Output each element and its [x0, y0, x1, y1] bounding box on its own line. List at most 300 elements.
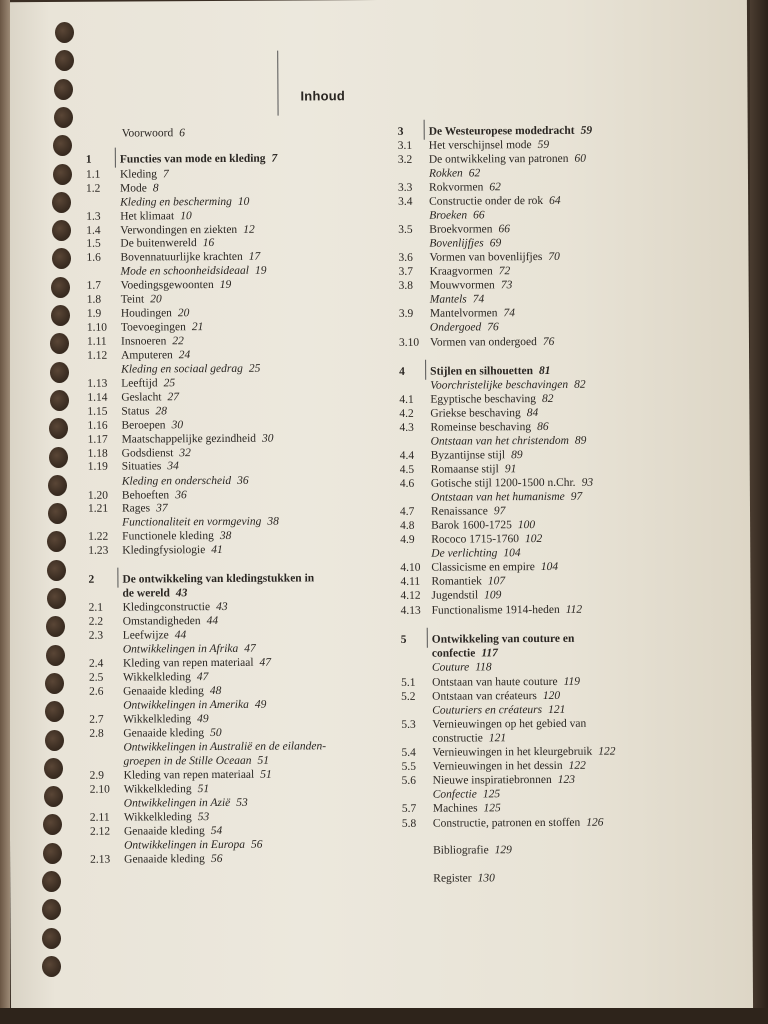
toc-title: Byzantijnse stijl	[430, 449, 506, 462]
toc-number: 1.9	[86, 307, 102, 320]
toc-page-number: 56	[250, 838, 263, 851]
toc-title: Wikkelkleding	[123, 713, 192, 726]
toc-page-number: 66	[473, 209, 485, 222]
toc-page-number: 122	[598, 745, 616, 758]
binding-hole	[51, 277, 70, 298]
toc-page-number: 112	[565, 603, 583, 616]
toc-number: 2.1	[88, 601, 104, 614]
toc-page-number: 76	[487, 321, 499, 334]
toc-number: 5.6	[401, 774, 417, 787]
chapter-rule	[424, 120, 425, 140]
toc-number: 2.11	[89, 811, 110, 824]
toc-number: 3.5	[398, 223, 413, 236]
toc-number: 1.21	[87, 502, 109, 515]
toc-title: Constructie, patronen en stoffen	[432, 816, 581, 830]
toc-title: Behoeften	[121, 489, 170, 502]
toc-number: 4.12	[400, 589, 421, 602]
toc-number: 1.6	[86, 251, 101, 264]
toc-page-number: 44	[174, 629, 187, 642]
toc-number: 1.15	[87, 405, 108, 418]
binding-hole	[55, 50, 74, 71]
toc-title: Toevoegingen	[120, 321, 186, 334]
toc-page-number: 51	[197, 783, 210, 796]
binding-hole	[54, 79, 73, 100]
table-surface	[0, 1008, 768, 1024]
toc-title: Vernieuwingen op het gebied van	[432, 717, 587, 731]
toc-page-number: 47	[196, 671, 209, 684]
toc-entry	[9, 642, 349, 656]
toc-page-number: 82	[574, 378, 586, 391]
toc-page-number: 10	[237, 195, 250, 208]
toc-title: Voorchristelijke beschavingen	[430, 378, 569, 392]
toc-page-number: 74	[472, 293, 485, 306]
toc-page-number: 60	[574, 152, 586, 165]
toc-title: groepen in de Stille Oceaan	[123, 754, 252, 768]
toc-number: 3	[397, 125, 404, 138]
toc-page-number: 125	[483, 802, 501, 815]
toc-title: Ontwikkelingen in Azië	[123, 796, 231, 810]
toc-page-number: 24	[178, 349, 191, 362]
toc-title: Genaaide kleding	[123, 727, 205, 740]
binding-hole	[42, 928, 61, 949]
toc-page-number: 97	[570, 490, 583, 503]
toc-page-number: 62	[489, 181, 501, 194]
book-page	[5, 0, 753, 1022]
toc-number: 2.4	[88, 657, 104, 670]
page-title: Inhoud	[300, 88, 346, 104]
toc-page-number: 130	[477, 872, 495, 885]
toc-entry	[392, 843, 732, 857]
toc-page-number: 97	[493, 505, 506, 518]
toc-number: 2.5	[88, 671, 104, 684]
toc-number: 2.8	[89, 727, 104, 740]
toc-page-number: 37	[156, 502, 168, 515]
toc-number: 3.3	[397, 181, 413, 194]
toc-page-number: 100	[517, 519, 536, 532]
binding-hole	[48, 475, 67, 496]
binding-hole	[51, 305, 70, 326]
toc-title: Couturiers en créateurs	[432, 704, 543, 717]
toc-title: Couture	[431, 661, 470, 674]
toc-page-number: 122	[568, 759, 586, 772]
toc-number: 3.7	[398, 265, 413, 278]
toc-page-number: 69	[489, 237, 502, 250]
toc-title: Rococo 1715-1760	[431, 533, 520, 546]
toc-title: Wikkelkleding	[123, 811, 192, 824]
toc-number: 1.23	[88, 544, 109, 557]
toc-number: 2.12	[89, 825, 111, 838]
toc-number: 1.8	[86, 293, 102, 306]
toc-page-number: 109	[484, 589, 502, 602]
toc-number: 4.3	[399, 421, 414, 434]
toc-entry-2-8	[9, 726, 349, 740]
toc-page-number: 44	[206, 614, 219, 628]
toc-entry-2-2	[9, 614, 349, 628]
binding-hole	[44, 758, 63, 779]
toc-page-number: 59	[580, 124, 593, 137]
toc-page-number: 125	[482, 788, 501, 801]
toc-number: 2.2	[88, 615, 104, 628]
toc-number: 5.3	[401, 718, 416, 731]
toc-title: Ontstaan van het humanisme	[430, 490, 565, 504]
toc-page-number: 19	[219, 278, 232, 291]
toc-page-number: 51	[260, 768, 272, 781]
toc-number: 5	[400, 633, 407, 646]
toc-number: 5.1	[401, 676, 416, 689]
chapter-rule	[115, 148, 116, 168]
toc-title: De ontwikkeling van kledingstukken in	[122, 572, 315, 586]
toc-title: Vernieuwingen in het dessin	[432, 759, 563, 773]
toc-title: Jugendstil	[431, 589, 479, 602]
toc-title: Geslacht	[121, 391, 162, 404]
toc-title: Ontwikkelingen in Afrika	[122, 642, 239, 656]
toc-title: Teint	[120, 293, 145, 306]
toc-page-number: 56	[210, 852, 223, 866]
toc-title: Rokken	[428, 167, 463, 180]
toc-number: 2.13	[90, 853, 111, 866]
toc-entry-3	[388, 124, 728, 138]
toc-page-number: 62	[468, 167, 481, 180]
toc-title: Machines	[432, 802, 478, 815]
toc-title: Amputeren	[121, 349, 173, 362]
toc-number: 4.11	[400, 575, 421, 588]
toc-number: 1.7	[86, 279, 102, 292]
toc-title: Broekvormen	[429, 223, 493, 236]
toc-page-number: 32	[179, 447, 191, 460]
toc-entry-5	[391, 632, 731, 646]
toc-page-number: 21	[191, 321, 204, 334]
toc-page-number: 47	[244, 642, 256, 655]
toc-title: confectie	[431, 647, 476, 660]
toc-title: De ontwikkeling van patronen	[428, 152, 569, 166]
toc-page-number: 25	[248, 362, 261, 375]
toc-number: 4.2	[399, 407, 414, 420]
toc-number: 3.6	[398, 251, 413, 264]
toc-page-number: 38	[219, 529, 232, 542]
toc-title: Ontwikkelingen in Europa	[124, 838, 246, 852]
toc-title: Verwondingen en ziekten	[120, 223, 238, 237]
toc-title: Kleding en bescherming	[120, 195, 232, 209]
toc-entry-3-10	[389, 335, 729, 349]
toc-number: 2.9	[89, 769, 105, 782]
toc-number: 4.7	[399, 505, 415, 518]
toc-title: Kraagvormen	[429, 265, 493, 278]
toc-page-number: 126	[586, 816, 604, 829]
toc-number: 1.18	[87, 447, 108, 460]
binding-hole	[52, 248, 71, 269]
toc-page-number: 43	[175, 587, 188, 600]
toc-number: 1.16	[87, 419, 108, 432]
toc-number: 1.4	[86, 224, 101, 237]
toc-page-number: 104	[503, 547, 521, 560]
binding-hole	[55, 22, 74, 43]
toc-title: Romeinse beschaving	[430, 421, 532, 434]
toc-number: 5.4	[401, 746, 416, 759]
toc-title: Barok 1600-1725	[431, 519, 512, 532]
toc-title: Vernieuwingen in het kleurgebruik	[432, 745, 593, 759]
toc-page-number: 89	[511, 449, 523, 462]
toc-page-number: 123	[557, 773, 576, 786]
toc-title: de wereld	[122, 587, 170, 600]
toc-title: Functies van mode en kleding	[119, 152, 266, 166]
toc-title: Bovennatuurlijke krachten	[120, 250, 243, 264]
toc-title: Kleding en sociaal gedrag	[121, 362, 243, 376]
chapter-rule	[425, 360, 426, 380]
toc-page-number: 51	[257, 754, 270, 767]
toc-title: Houdingen	[120, 307, 172, 320]
toc-title: De Westeuropese modedracht	[428, 124, 575, 138]
toc-title: Kleding en onderscheid	[121, 474, 232, 488]
toc-title: Godsdienst	[121, 447, 174, 460]
toc-page-number: 120	[542, 689, 561, 703]
toc-page-number: 17	[248, 250, 261, 263]
toc-number: 4.6	[399, 477, 415, 490]
toc-page-number: 64	[549, 194, 561, 207]
toc-page-number: 66	[498, 223, 511, 236]
binding-hole	[45, 730, 64, 751]
toc-number: 4.13	[400, 604, 421, 617]
toc-entry-2-10	[10, 782, 350, 796]
toc-page-number: 54	[210, 824, 223, 838]
toc-page-number: 34	[167, 460, 179, 473]
toc-title: Het klimaat	[120, 210, 175, 223]
toc-title: Ontstaan van créateurs	[432, 690, 537, 703]
toc-entry-5-1	[391, 675, 731, 689]
toc-number: 5.5	[401, 760, 416, 773]
toc-page-number: 47	[259, 656, 272, 669]
toc-title: Voedingsgewoonten	[120, 279, 214, 292]
toc-number: 1.5	[86, 237, 101, 250]
toc-page-number: 36	[237, 474, 249, 487]
toc-page-number: 20	[150, 293, 162, 306]
toc-title: Genaaide kleding	[123, 685, 204, 698]
toc-number: 1	[85, 153, 92, 166]
toc-page-number: 121	[488, 732, 507, 745]
toc-title: Romaanse stijl	[430, 463, 499, 476]
page-edge	[0, 0, 10, 1024]
toc-page-number: 49	[254, 698, 267, 711]
binding-hole	[48, 503, 67, 524]
toc-page-number: 86	[537, 420, 549, 434]
toc-page-number: 53	[236, 796, 248, 809]
toc-title: Bibliografie	[433, 844, 489, 857]
toc-page-number: 10	[180, 210, 192, 223]
toc-number: 3.9	[398, 307, 414, 320]
toc-page-number: 82	[542, 392, 554, 406]
toc-entry-5-8	[392, 816, 732, 830]
toc-title: Ontstaan van het christendom	[430, 434, 569, 448]
toc-page-number: 30	[171, 419, 184, 432]
toc-title: Functionele kleding	[122, 530, 214, 543]
toc-page-number: 7	[162, 168, 169, 181]
toc-number: 3.1	[397, 139, 413, 152]
toc-page-number: 89	[574, 434, 587, 447]
binding-hole	[43, 843, 62, 864]
toc-entry-2-11	[10, 810, 350, 824]
toc-page-number: 59	[537, 138, 550, 152]
chapter-rule	[117, 568, 118, 588]
toc-title: Ontwikkelingen in Amerika	[123, 698, 249, 712]
toc-number: 5.8	[401, 817, 417, 830]
toc-number: 2.7	[89, 713, 104, 726]
toc-page-number: 27	[167, 391, 180, 404]
binding-hole	[50, 390, 69, 411]
toc-number: 1.22	[88, 530, 109, 543]
toc-page-number: 70	[548, 250, 560, 263]
toc-number: 4.10	[400, 561, 421, 574]
toc-title: Wikkelkleding	[123, 783, 192, 796]
toc-title: constructie	[432, 732, 483, 745]
toc-page-number: 93	[581, 476, 594, 489]
toc-page-number: 84	[526, 407, 539, 420]
toc-page-number: 119	[563, 675, 580, 688]
toc-title: Mantelvormen	[429, 307, 498, 320]
toc-page-number: 81	[538, 364, 551, 378]
toc-title: Leeftijd	[121, 377, 158, 390]
toc-entry	[6, 126, 346, 140]
toc-number: 2.3	[88, 629, 104, 642]
toc-page-number: 50	[210, 726, 222, 740]
toc-page-number: 73	[500, 279, 513, 292]
toc-title: Functionaliteit en vormgeving	[122, 515, 262, 529]
toc-number: 5.7	[401, 802, 417, 815]
toc-number: 3.4	[398, 195, 413, 208]
toc-title: Ontstaan van haute couture	[432, 675, 558, 689]
toc-number: 4.4	[399, 449, 415, 462]
binding-hole	[47, 560, 66, 581]
toc-page-number: 121	[548, 703, 566, 716]
toc-title: Ontwikkelingen in Australië en de eilanden-	[123, 740, 327, 754]
toc-number: 2	[88, 573, 95, 586]
toc-title: Classicisme en empire	[431, 561, 535, 574]
toc-number: 1.1	[85, 168, 101, 181]
binding-hole	[46, 645, 65, 666]
toc-page-number: 19	[254, 264, 267, 277]
toc-number: 1.20	[87, 489, 109, 502]
toc-entry	[10, 838, 350, 852]
toc-number: 3.8	[398, 279, 414, 292]
toc-page-number: 102	[524, 533, 543, 546]
toc-title: Beroepen	[121, 419, 166, 432]
toc-title: Situaties	[121, 460, 162, 473]
toc-page-number: 30	[261, 432, 274, 445]
toc-title: Maatschappelijke gezindheid	[121, 432, 257, 446]
toc-title: Nieuwe inspiratiebronnen	[432, 773, 552, 787]
toc-number: 5.2	[401, 690, 416, 703]
toc-title: Egyptische beschaving	[430, 393, 537, 406]
toc-number: 3.10	[398, 336, 420, 349]
toc-title: Gotische stijl 1200-1500 n.Chr.	[430, 476, 576, 490]
toc-page-number: 49	[197, 713, 209, 726]
toc-page-number: 129	[494, 844, 512, 857]
toc-page-number: 25	[163, 377, 176, 390]
toc-title: Kledingconstructie	[122, 601, 211, 614]
toc-number: 1.13	[87, 377, 108, 390]
toc-title: Omstandigheden	[122, 615, 201, 628]
toc-title: Romantiek	[431, 575, 482, 588]
toc-page-number: 8	[152, 182, 159, 195]
toc-page-number: 76	[542, 335, 555, 348]
heading-rule	[277, 51, 278, 116]
binding-hole	[45, 701, 64, 722]
toc-entry	[392, 871, 732, 885]
toc-page-number: 48	[209, 684, 222, 698]
toc-number: 4.9	[400, 533, 415, 546]
chapter-rule	[427, 628, 428, 648]
toc-page-number: 16	[202, 237, 215, 250]
toc-number: 4	[399, 365, 405, 378]
toc-title: Kleding van repen materiaal	[122, 656, 254, 670]
toc-title: Constructie onder de rok	[429, 194, 544, 208]
toc-page-number: 91	[504, 463, 517, 476]
toc-title: Genaaide kleding	[124, 853, 205, 866]
toc-title: Renaissance	[430, 505, 488, 518]
toc-title: Rokvormen	[428, 181, 484, 194]
toc-page-number: 28	[155, 405, 168, 418]
toc-title: Kledingfysiologie	[122, 544, 206, 557]
toc-number: 1.19	[87, 460, 108, 473]
binding-hole	[52, 220, 71, 241]
toc-title: Voorwoord	[121, 127, 174, 140]
toc-title: Register	[433, 872, 472, 885]
toc-title: Kleding van repen materiaal	[123, 768, 255, 782]
toc-page-number: 117	[481, 647, 498, 660]
binding-hole	[47, 588, 66, 609]
toc-page-number: 36	[175, 489, 187, 502]
binding-hole	[50, 362, 69, 383]
toc-page-number: 22	[172, 335, 184, 348]
toc-number: 1.11	[86, 335, 107, 348]
toc-title: Kleding	[119, 168, 158, 181]
toc-page-number: 6	[179, 127, 186, 140]
toc-number: 1.10	[86, 321, 108, 334]
toc-title: Vormen van ondergoed	[429, 336, 537, 349]
toc-title: Mantels	[429, 293, 467, 306]
binding-hole	[44, 786, 63, 807]
toc-title: Genaaide kleding	[123, 825, 205, 838]
toc-number: 2.6	[89, 685, 104, 698]
binding-hole	[49, 447, 68, 468]
toc-page-number: 12	[243, 223, 255, 236]
toc-title: Ontwikkeling van couture en	[431, 632, 575, 646]
toc-page-number: 20	[177, 307, 190, 320]
toc-page-number: 38	[267, 515, 279, 528]
page-shadow	[750, 0, 768, 1024]
toc-number: 1.14	[87, 391, 108, 404]
toc-page-number: 41	[211, 543, 223, 557]
toc-page-number: 53	[197, 811, 210, 824]
toc-number: 1.3	[86, 210, 101, 223]
toc-page-number: 74	[503, 307, 516, 320]
toc-entry-4-13	[391, 603, 731, 617]
toc-page-number: 118	[475, 661, 492, 674]
toc-title: Stijlen en silhouetten	[430, 365, 534, 378]
binding-hole	[53, 164, 72, 185]
toc-title: Leefwijze	[122, 629, 169, 642]
toc-title: De buitenwereld	[120, 237, 197, 250]
toc-page-number: 107	[487, 575, 506, 588]
toc-title: Confectie	[432, 788, 477, 801]
binding-hole	[54, 107, 73, 128]
toc-number: 1.2	[85, 182, 101, 195]
toc-title: Vormen van bovenlijfjes	[429, 250, 543, 264]
toc-entry	[9, 698, 349, 712]
toc-title: Rages	[121, 502, 151, 515]
toc-page-number: 104	[540, 560, 559, 574]
toc-entry-2-5	[9, 670, 349, 684]
toc-entry-4	[389, 364, 729, 378]
toc-title: Griekse beschaving	[430, 407, 521, 420]
